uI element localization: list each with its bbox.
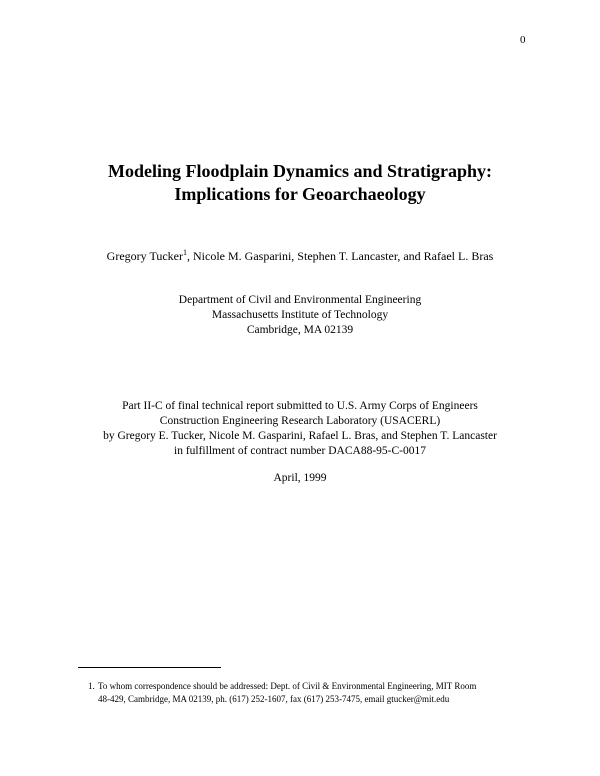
other-authors: , Nicole M. Gasparini, Stephen T. Lancaster, and Rafael L. Bras [187, 249, 494, 263]
title-line-2: Implications for Geoarchaeology [174, 184, 426, 204]
report-line-1: Part II-C of final technical report submitted to U.S. Army Corps of Engineers [122, 400, 478, 412]
author-list [0, 248, 600, 264]
affiliation-department: Department of Civil and Environmental Engineering [178, 294, 422, 306]
report-line-2: Construction Engineering Research Laboratory (USACERL) [159, 415, 441, 427]
footnote-divider [78, 667, 221, 668]
footnote-line-1: To whom correspondence should be addressed: Dept. of Civil & Environmental Engineering, MIT Room [98, 681, 477, 691]
report-statement [0, 399, 600, 459]
report-line-3: by Gregory E. Tucker, Nicole M. Gasparini, Rafael L. Bras, and Stephen T. Lancaster [103, 430, 497, 442]
paper-title [0, 160, 600, 206]
footnote-line-2: 48-429, Cambridge, MA 02139, ph. (617) 252-1607, fax (617) 253-7475, email gtucker@mit.edu [98, 694, 450, 704]
affiliation-address: Cambridge, MA 02139 [246, 324, 354, 336]
title-line-1: Modeling Floodplain Dynamics and Stratigraphy: [107, 161, 493, 181]
footnote-marker: 1. [88, 681, 95, 691]
page-number: 0 [520, 34, 526, 46]
first-author: Gregory Tucker [106, 249, 183, 263]
author-footnote-mark: 1 [183, 248, 187, 257]
affiliation-institution: Massachusetts Institute of Technology [211, 309, 389, 321]
affiliation-block [0, 293, 600, 338]
report-line-4: in fulfillment of contract number DACA88-95-C-0017 [174, 445, 426, 457]
footnote-text [90, 680, 530, 706]
footnote [90, 680, 530, 706]
publication-date: April, 1999 [273, 472, 327, 484]
